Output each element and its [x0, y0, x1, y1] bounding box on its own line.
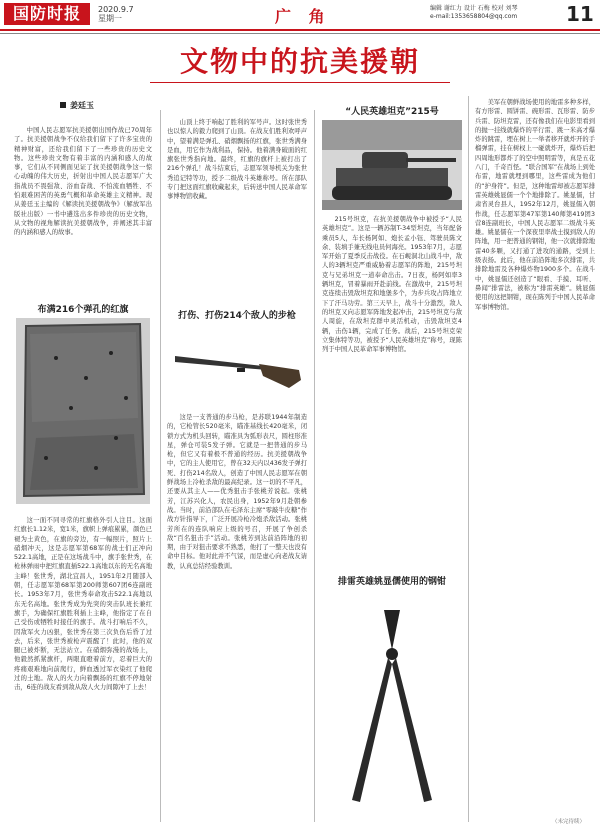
pliers-photo [322, 590, 462, 822]
intro-text: 中国人民志愿军抗美援朝出国作战已70周年了。抗美援朝战争不仅给我们留下了许多宝贵的精神财富，还给我们留下了一些珍贵的历史文物。这些珍贵文物有着丰富的内涵和感人的故事，它们从不同侧面见证了抗美援朝战争这一惊心动魄的伟大历史，折射出中国人民志愿军广大指战员不畏强敌、浴血奋战、不怕流血牺牲、不怕艰难困苦的英勇气概和革命英雄主义精神。现从姜廷玉主编的《解读抗美援朝战争》（解放军出版社出版）一书中遴选出多件珍贵的历史文物，从文物的视角解读抗美援朝战争，并阐述其丰富的内涵和感人的故事。 [14, 127, 152, 237]
red-flag-text: 这一面不同寻常的红旗格外引人注目。这面红旗长1.12米，宽1米，旗帜上弹痕累累，颜色已褪为土黄色，在旗的旁边，有一幅照片，照片上硝烟冲天，这是志愿军第68军的战士们正冲向522.1高地，正是在这场战斗中，旗手张世秀，在枪林弹雨中把红旗直插522.1高地以东的无名高地主峰！张世秀，湖北宜昌人，1951年2月随部入朝，任志愿军第68军第200师第607团6连副班长。1953年7月，张世秀奉命攻击522.1高地以东无名高地。张世秀成为先突的突击队班长兼红旗手，为确保红旗胜利插上主峰，他指定了在自己受伤或牺牲时接任的旗手。战斗打响后不久，因敌军火力凶狠，张世秀在第三次负伤后昏了过去，后来，张世秀被枪声震醒了！此时，他的双腿已被炸断，无法站立。在硝烟弥漫的战场上，他毅然抓紧旗杆，两眼直瞪着前方，忍着巨大的疼痛艰难地向前爬行，鲜血透过军衣染红了他爬过的土地。敌人的火力向着飘扬的红旗不停地射击，6连的战友看到敌从敌人火力间隙冲了上去！ [14, 517, 152, 692]
editor-credits [430, 5, 560, 21]
red-flag-conclusion [167, 118, 307, 302]
issue-date [98, 5, 134, 23]
article-headline: 文物中的抗美援朝 [179, 45, 420, 78]
red-flag-story [14, 516, 152, 824]
tank-story [322, 215, 462, 567]
editor-names: 编辑 谢红力 设计 石梅 校对 刘琴 [430, 5, 518, 12]
rifle-photo [167, 326, 307, 406]
masthead-thin-rule [0, 33, 600, 34]
subhead-tank: “人民英雄坦克”215号 [345, 107, 439, 117]
pliers-art [322, 590, 462, 822]
section-title: 广 角 [275, 7, 331, 26]
pliers-story [475, 98, 595, 826]
rifle-text: 这是一支普通的步马枪，是苏联1944年制造的，它枪管长520毫米，瞄准基线长420毫米，闭锁方式为机头回转，瞄准具为弧形表尺，圆柱形准星，弹仓可装5发子弹。它就是一把普通的步马枪，但它又有着极不普通的经历。抗美援朝战争中，它的主人使用它，曾在32天内以436发子弹打死、打伤214名敌人，创造了中国人民志愿军在朝鲜战场上冷枪杀敌的最高纪录。这一切的不平凡，还要从其主人——优秀狙击手张桃芳说起。张桃芳，江苏兴化人，农民出身，1952年9月赴朝参战。当时，前沿部队在毛泽东主席“零敲牛皮糖”作战方针指导下，广泛开展冷枪冷炮杀敌活动。张桃芳所在的连队响应上级的号召，开展了争创杀敌“百名狙击手”活动。张桃芳到达前沿阵地的初期，由于对狙击要求不熟悉，他打了一整天也没有命中目标。他对此并不气馁，而是虚心向老战友请教，认真总结经验教训。 [167, 414, 307, 570]
subhead-red-flag: 布满216个弹孔的红旗 [37, 305, 129, 315]
byline-author: 姜廷玉 [70, 101, 94, 110]
rifle-art [167, 326, 307, 406]
weekday-text: 星期一 [98, 14, 122, 23]
byline-square-icon [60, 102, 66, 108]
red-flag-conclusion-text: 山顶上终于响起了胜利的军号声。这时张世秀也以惊人的毅力爬到了山顶。在战友们胜利欢呼声中，望着满是弹孔、硝烟飘扬的红旗，张世秀满身是血，用它作为战利品，保持。他着满身破面的红旗张世秀指向地。最终，红旗的旗杆上被打出了216个弹孔！战斗结束后，志愿军领导机关为张世秀追记特等功，授予二级战斗英雄称号。所在部队专门把这面红旗收藏起来，后转送中国人民革命军事博物馆收藏。 [167, 119, 307, 201]
rifle-story [167, 413, 307, 823]
subhead-pliers: 排雷英雄姚显儒使用的钢钳 [337, 577, 446, 587]
tank-photo [322, 120, 462, 210]
tank-text: 215号坦克，在抗美援朝战争中被授予“人民英雄坦克”。这是一辆苏制T-34型坦克，当年配备乘员5人，车长杨阿如、炮长孟小钰、驾驶员陈文余、装填手兼无线电员何海亮。1953年7月，志愿军开始了夏季反击战役。在石岘洞北山战斗中，敌人的3辆坦克严重威胁着志愿军的阵地，215号坦克与兄弟坦克一道奉命出击。7日夜，杨阿如率3辆坦克，冒着暴雨开赴前线。在激战中，215号坦克连续击毁敌坦克和地堡多个，为步兵攻占阵地立下了汗马功劳。第三天早上，战斗十分激烈，敌人的坦克又向志愿军阵地发起冲击，215号坦克与敌人周旋，在敌坦克群中灵活机动，击毁敌坦克4辆，击伤1辆，完成了任务。战后，215号坦克荣立集体特等功，被授予“人民英雄坦克”称号，现陈列于中国人民革命军事博物馆。 [322, 216, 462, 354]
column-divider [468, 96, 469, 822]
headline-underline [150, 82, 450, 83]
tank-art [322, 120, 462, 210]
masthead-rule [0, 29, 600, 31]
subhead-rifle: 打伤、打伤214个敌人的步枪 [178, 311, 296, 321]
date-text: 2020.9.7 [98, 5, 134, 14]
column-divider [314, 110, 315, 822]
editor-email: e-mail:1353658804@qq.com [430, 13, 518, 20]
page-number: 11 [566, 2, 594, 26]
article-signoff: （未完待续） [552, 819, 586, 825]
intro-paragraphs [14, 126, 152, 296]
article-byline [60, 100, 94, 111]
masthead [0, 0, 600, 30]
flag-photo-art [16, 318, 150, 504]
red-flag-photo [16, 318, 150, 504]
column-divider [160, 110, 161, 822]
newspaper-logo: 国防时报 [4, 3, 90, 25]
pliers-text: 美军在朝鲜战场使用的地雷多种多样，有方形雷、圆饼雷、碗形雷、瓦形雷、防步兵雷、防坦克雷，还有像我们在电影里看到的抛一挂线就爆炸的平行雷、跳一米高才爆炸的跳雷，埋在树上一举者移开就炸开的手榴弹雷，挂在树杈上一碰就炸开，爆炸后把四周地形都炸了的空中照明雷等，真是五花八门，千奇百怪。“联合国军”在战场上到处布雷，地雷就埋到哪里，这些雷成为他们的“护身符”。但是，这种地雷却被志愿军排雷英雄姚显儒一个个地排除了。姚显儒，甘肃省灵台县人，1952年12月，姚显儒入朝作战，任志愿军第47军第140师第419团3营8连副班长，中国人民志愿军二级战斗英雄。姚显儒在一个深夜里率战士摸到敌人的阵地，用一把普通的钢钳，他一次就排除地雷40多颗，又打通了进攻的通路，受到上级表扬。此后，他在前沿阵地多次排雷，共排除地雷及各种爆炸物1900多个。在战斗中，姚显儒还创造了“眼看、手摸、耳听、鼻闻”排雷法，被称为“排雷英雄”。姚显儒使用的这把钢钳，现在陈列于中国人民革命军事博物馆。 [475, 99, 595, 311]
